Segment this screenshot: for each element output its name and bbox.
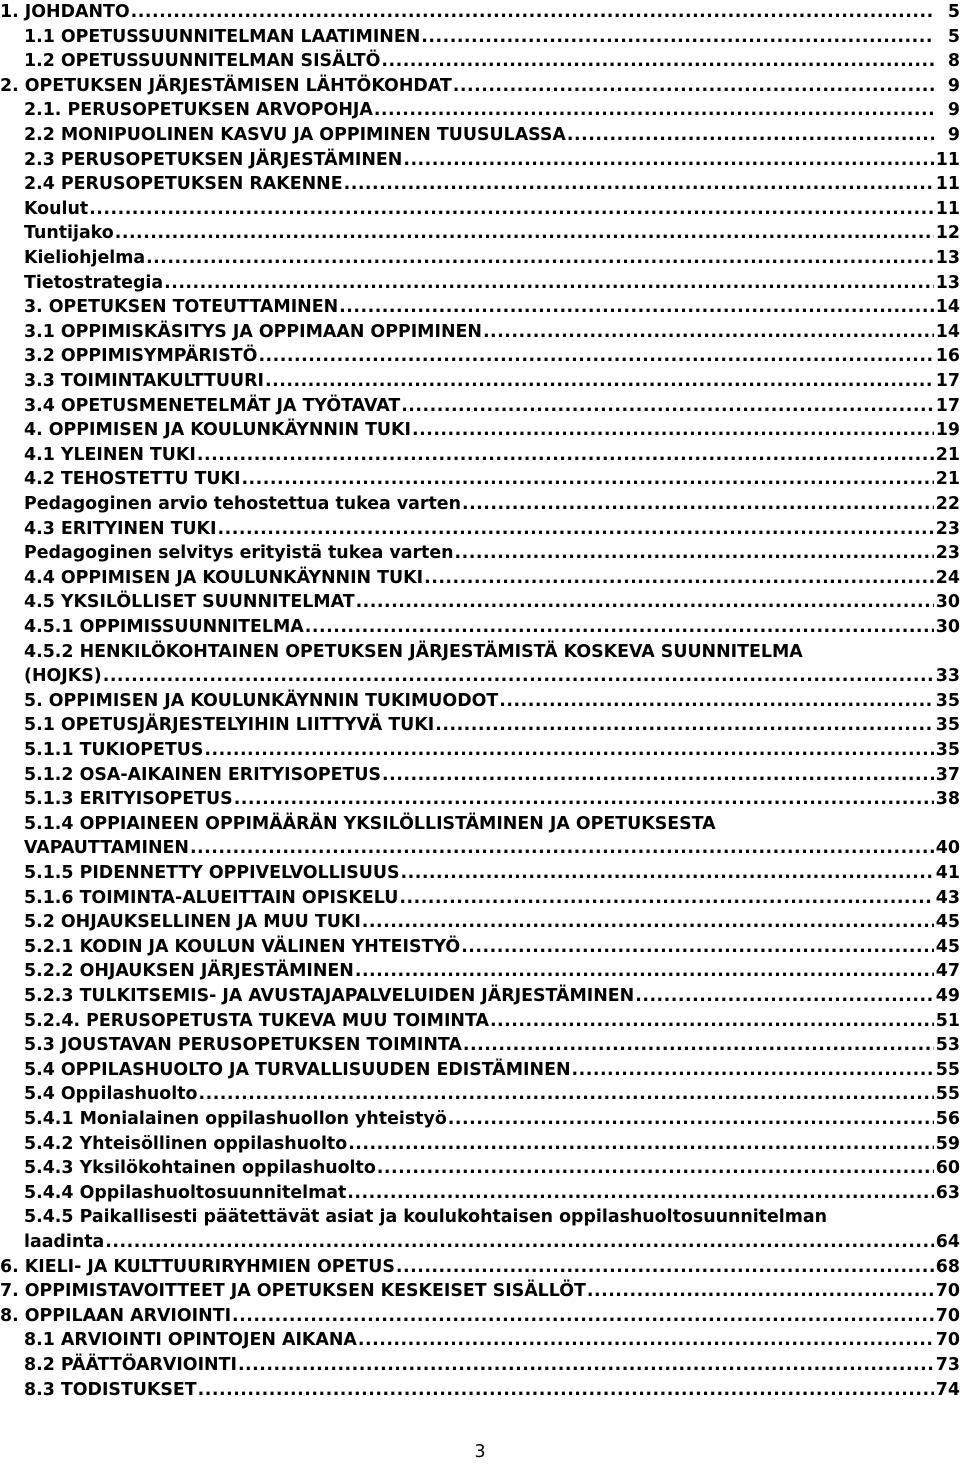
toc-entry-page: 49 — [935, 986, 960, 1006]
toc-entry-page: 73 — [935, 1355, 960, 1375]
toc-entry-page: 11 — [935, 198, 960, 219]
toc-entry[interactable] — [0, 172, 960, 197]
dot-leader — [358, 1328, 934, 1353]
toc-entry-title: 5.4.1 Monialainen oppilashuollon yhteistyö — [24, 1109, 447, 1129]
toc-entry-page: 59 — [935, 1133, 960, 1154]
toc-entry-page: 70 — [935, 1281, 960, 1302]
toc-entry-title: 5.2 OHJAUKSELLINEN JA MUU TUKI — [24, 912, 361, 933]
toc-entry-page: 64 — [935, 1231, 960, 1252]
toc-entry-page: 45 — [935, 936, 960, 957]
toc-entry[interactable] — [0, 1304, 960, 1329]
toc-entry-page: 21 — [935, 469, 960, 490]
toc-entry-page: 41 — [935, 863, 960, 883]
toc-entry-page: 21 — [935, 444, 960, 465]
dot-leader — [238, 1353, 934, 1378]
dot-leader — [401, 394, 934, 419]
toc-entry-title: Pedagoginen selvitys erityistä tukea varten — [24, 543, 454, 564]
toc-entry[interactable] — [0, 344, 960, 369]
toc-entry[interactable] — [0, 1156, 960, 1181]
dot-leader — [396, 1255, 934, 1280]
toc-entry-title: 2.4 PERUSOPETUKSEN RAKENNE — [24, 174, 343, 195]
toc-entry[interactable] — [0, 394, 960, 419]
toc-entry-page: 16 — [935, 346, 960, 367]
dot-leader — [198, 1082, 933, 1107]
toc-entry[interactable] — [0, 910, 960, 935]
toc-entry-title: 1. JOHDANTO — [0, 2, 130, 22]
dot-leader — [204, 738, 933, 763]
toc-entry[interactable] — [0, 1255, 960, 1280]
toc-entry-title: 2.2 MONIPUOLINEN KASVU JA OPPIMINEN TUUSULASSA — [24, 125, 566, 145]
dot-leader — [348, 1132, 934, 1157]
dot-leader — [131, 0, 934, 25]
dot-leader — [339, 295, 934, 320]
dot-leader — [374, 98, 934, 123]
toc-entry-page: 14 — [935, 321, 960, 342]
toc-entry-page: 63 — [935, 1182, 960, 1203]
dot-leader — [483, 320, 934, 345]
toc-entry[interactable] — [0, 295, 960, 320]
toc-entry-page: 23 — [935, 543, 960, 564]
toc-entry-page: 45 — [935, 912, 960, 933]
toc-entry-title: 5.4.3 Yksilökohtainen oppilashuolto — [24, 1158, 376, 1179]
toc-entry-title: 4.3 ERITYINEN TUKI — [24, 518, 217, 539]
toc-entry-title: 3.2 OPPIMISYMPÄRISTÖ — [24, 346, 258, 367]
toc-entry[interactable] — [0, 812, 960, 861]
toc-entry-page: 9 — [947, 75, 960, 96]
dot-leader — [382, 763, 934, 788]
toc-entry-page: 55 — [935, 1084, 960, 1105]
toc-entry-page: 9 — [947, 125, 960, 145]
dot-leader — [635, 984, 934, 1009]
toc-entry[interactable] — [0, 1205, 960, 1254]
toc-entry-title: 5.4.5 Paikallisesti päätettävät asiat ja koulukohtaisen oppilashuoltosuunnitelman — [24, 1207, 827, 1228]
toc-entry-page: 35 — [935, 690, 960, 711]
toc-entry[interactable] — [0, 1107, 960, 1132]
toc-entry-title: 4.2 TEHOSTETTU TUKI — [24, 469, 241, 490]
dot-leader — [164, 271, 934, 296]
dot-leader — [241, 467, 933, 492]
toc-entry-page: 53 — [935, 1035, 960, 1056]
dot-leader — [218, 517, 934, 542]
toc-entry[interactable] — [0, 123, 960, 148]
toc-entry-title: 1.2 OPETUSSUUNNITELMAN SISÄLTÖ — [24, 51, 381, 72]
toc-entry[interactable] — [0, 640, 960, 689]
toc-entry[interactable] — [0, 1058, 960, 1083]
toc-entry[interactable] — [0, 148, 960, 173]
dot-leader — [401, 861, 934, 886]
toc-entry-page: 56 — [935, 1109, 960, 1129]
toc-entry-page: 9 — [947, 100, 960, 121]
dot-leader — [89, 197, 934, 222]
toc-entry-page: 12 — [935, 223, 960, 244]
toc-entry[interactable] — [0, 615, 960, 640]
toc-entry[interactable] — [0, 959, 960, 984]
toc-entry-title: 5.2.3 TULKITSEMIS- JA AVUSTAJAPALVELUIDEN JÄRJESTÄMINEN — [24, 986, 635, 1006]
toc-entry-title: 5.1.3 ERITYISOPETUS — [24, 789, 233, 810]
toc-entry[interactable] — [0, 1279, 960, 1304]
toc-entry-title: 5.4 OPPILASHUOLTO JA TURVALLISUUDEN EDISTÄMINEN — [24, 1059, 571, 1080]
dot-leader — [567, 123, 934, 148]
dot-leader — [105, 1230, 934, 1255]
toc-entry[interactable] — [0, 1033, 960, 1058]
dot-leader — [197, 443, 934, 468]
toc-entry-page: 68 — [935, 1256, 960, 1277]
toc-entry-title: 5.1.6 TOIMINTA-ALUEITTAIN OPISKELU — [24, 887, 399, 908]
toc-entry-title: 3.3 TOIMINTAKULTTUURI — [24, 371, 265, 391]
dot-leader — [403, 148, 933, 173]
toc-entry-title: 8.1 ARVIOINTI OPINTOJEN AIKANA — [24, 1330, 357, 1351]
toc-entry[interactable] — [0, 1378, 960, 1403]
toc-entry-title: 4.4 OPPIMISEN JA KOULUNKÄYNNIN TUKI — [24, 567, 424, 588]
toc-entry-title: 5.1.1 TUKIOPETUS — [24, 740, 204, 760]
toc-entry-title: 5.1 OPETUSJÄRJESTELYIHIN LIITTYVÄ TUKI — [24, 715, 435, 736]
toc-entry-title: 2.1. PERUSOPETUKSEN ARVOPOHJA — [24, 100, 373, 121]
toc-entry-title: 8. OPPILAAN ARVIOINTI — [0, 1305, 232, 1326]
toc-entry[interactable] — [0, 492, 960, 517]
dot-leader — [412, 418, 934, 443]
toc-entry-page: 47 — [935, 961, 960, 982]
toc-entry-title: Koulut — [24, 198, 89, 219]
toc-entry[interactable] — [0, 49, 960, 74]
dot-leader — [232, 1304, 934, 1329]
toc-entry-page: 8 — [947, 51, 960, 72]
dot-leader — [490, 1009, 934, 1034]
toc-entry-page: 74 — [935, 1379, 960, 1400]
toc-entry-title: Pedagoginen arvio tehostettua tukea varten — [24, 494, 461, 514]
toc-entry-page: 11 — [935, 174, 960, 195]
dot-leader — [587, 1279, 934, 1304]
toc-entry-title: 3.4 OPETUSMENETELMÄT JA TYÖTAVAT — [24, 395, 401, 416]
toc-entry-title: 3. OPETUKSEN TOTEUTTAMINEN — [24, 297, 339, 318]
toc-entry-title: 5.1.4 OPPIAINEEN OPPIMÄÄRÄN YKSILÖLLISTÄMINEN JA OPETUKSESTA — [24, 813, 716, 834]
toc-entry[interactable] — [0, 590, 960, 615]
dot-leader — [462, 492, 934, 517]
toc-entry[interactable] — [0, 1353, 960, 1378]
toc-entry[interactable] — [0, 787, 960, 812]
dot-leader — [115, 221, 934, 246]
toc-entry-page: 35 — [935, 740, 960, 760]
dot-leader — [190, 836, 934, 861]
toc-entry-page: 70 — [935, 1305, 960, 1326]
toc-entry-title: 4.1 YLEINEN TUKI — [24, 444, 196, 465]
toc-entry-title: 8.2 PÄÄTTÖARVIOINTI — [24, 1355, 237, 1375]
dot-leader — [499, 689, 934, 714]
toc-entry[interactable] — [0, 517, 960, 542]
dot-leader — [344, 172, 934, 197]
toc-entry[interactable] — [0, 320, 960, 345]
toc-entry-title: 5.1.5 PIDENNETTY OPPIVELVOLLISUUS — [24, 863, 400, 883]
dot-leader — [463, 1033, 934, 1058]
toc-entry-title: Tuntijako — [24, 223, 114, 244]
toc-entry-page: 23 — [935, 518, 960, 539]
dot-leader — [453, 74, 934, 99]
toc-entry[interactable] — [0, 197, 960, 222]
toc-entry[interactable] — [0, 935, 960, 960]
toc-entry[interactable] — [0, 98, 960, 123]
toc-entry-page: 13 — [935, 248, 960, 268]
toc-entry-title: 5.1.2 OSA-AIKAINEN ERITYISOPETUS — [24, 764, 382, 785]
toc-entry-title: Kieliohjelma — [24, 248, 146, 268]
toc-entry[interactable] — [0, 984, 960, 1009]
toc-entry[interactable] — [0, 1328, 960, 1353]
dot-leader — [362, 910, 934, 935]
toc-entry-page: 24 — [935, 567, 960, 588]
toc-entry-page: 30 — [935, 617, 960, 637]
toc-entry-page: 60 — [935, 1158, 960, 1179]
toc-entry[interactable] — [0, 861, 960, 886]
toc-entry[interactable] — [0, 1181, 960, 1206]
dot-leader — [421, 25, 934, 50]
toc-entry-page: 55 — [935, 1059, 960, 1080]
toc-entry[interactable] — [0, 369, 960, 394]
dot-leader — [103, 664, 934, 689]
dot-leader — [399, 886, 933, 911]
toc-entry-page: 37 — [935, 764, 960, 785]
toc-entry[interactable] — [0, 689, 960, 714]
toc-entry[interactable] — [0, 1082, 960, 1107]
toc-entry-page: 38 — [935, 789, 960, 810]
toc-entry-page: 30 — [935, 592, 960, 613]
toc-entry-page: 17 — [935, 371, 960, 391]
dot-leader — [258, 344, 933, 369]
toc-entry-page: 11 — [935, 149, 960, 170]
toc-entry-page: 43 — [935, 887, 960, 908]
dot-leader — [381, 49, 934, 74]
toc-entry[interactable] — [0, 738, 960, 763]
toc-entry-title: 5.2.1 KODIN JA KOULUN VÄLINEN YHTEISTYÖ — [24, 936, 461, 957]
toc-entry[interactable] — [0, 1009, 960, 1034]
dot-leader — [377, 1156, 934, 1181]
dot-leader — [356, 590, 934, 615]
dot-leader — [146, 246, 934, 271]
toc-entry[interactable] — [0, 271, 960, 296]
toc-entry-title-continuation: VAPAUTTAMINEN — [24, 838, 189, 859]
toc-entry[interactable] — [0, 886, 960, 911]
dot-leader — [198, 1378, 934, 1403]
dot-leader — [424, 566, 934, 591]
toc-entry[interactable] — [0, 418, 960, 443]
toc-entry-title: 4.5.1 OPPIMISSUUNNITELMA — [24, 617, 304, 637]
toc-entry-page: 5 — [947, 2, 960, 22]
toc-entry-title: 2. OPETUKSEN JÄRJESTÄMISEN LÄHTÖKOHDAT — [0, 75, 452, 96]
toc-entry[interactable] — [0, 566, 960, 591]
toc-entry-title: 3.1 OPPIMISKÄSITYS JA OPPIMAAN OPPIMINEN — [24, 321, 482, 342]
page-number: 3 — [474, 1442, 486, 1462]
toc-entry[interactable] — [0, 246, 960, 271]
toc-entry-page: 17 — [935, 395, 960, 416]
toc-entry[interactable] — [0, 713, 960, 738]
dot-leader — [572, 1058, 934, 1083]
toc-entry-page: 35 — [935, 715, 960, 736]
dot-leader — [448, 1107, 934, 1132]
toc-entry[interactable] — [0, 1132, 960, 1157]
dot-leader — [455, 541, 934, 566]
toc-entry-title: 5.4.2 Yhteisöllinen oppilashuolto — [24, 1133, 348, 1154]
toc-entry-page: 13 — [935, 272, 960, 293]
dot-leader — [305, 615, 934, 640]
toc-entry-title: 4.5 YKSILÖLLISET SUUNNITELMAT — [24, 592, 355, 613]
dot-leader — [265, 369, 934, 394]
dot-leader — [234, 787, 934, 812]
toc-entry-page: 70 — [935, 1330, 960, 1351]
toc-entry-title: 2.3 PERUSOPETUKSEN JÄRJESTÄMINEN — [24, 149, 403, 170]
toc-entry-title: 5.4 Oppilashuolto — [24, 1084, 198, 1105]
dot-leader — [347, 1181, 934, 1206]
toc-entry-title: Tietostrategia — [24, 272, 164, 293]
toc-entry-title-continuation: laadinta — [24, 1231, 105, 1252]
dot-leader — [461, 935, 934, 960]
toc-entry-title: 5.4.4 Oppilashuoltosuunnitelmat — [24, 1182, 347, 1203]
toc-entry-title: 1.1 OPETUSSUUNNITELMAN LAATIMINEN — [24, 26, 421, 47]
dot-leader — [435, 713, 934, 738]
toc-entry-title: 4. OPPIMISEN JA KOULUNKÄYNNIN TUKI — [24, 420, 411, 441]
toc-entry[interactable] — [0, 25, 960, 50]
toc-entry-title: 6. KIELI- JA KULTTUURIRYHMIEN OPETUS — [0, 1256, 395, 1277]
toc-entry-title: 5. OPPIMISEN JA KOULUNKÄYNNIN TUKIMUODOT — [24, 690, 499, 711]
toc-entry-page: 14 — [935, 297, 960, 318]
toc-entry[interactable] — [0, 443, 960, 468]
toc-entry-title: 5.3 JOUSTAVAN PERUSOPETUKSEN TOIMINTA — [24, 1035, 462, 1056]
toc-entry-page: 33 — [935, 666, 960, 687]
toc-entry-title: 5.2.4. PERUSOPETUSTA TUKEVA MUU TOIMINTA — [24, 1010, 489, 1031]
toc-entry[interactable] — [0, 74, 960, 99]
toc-entry-title: 5.2.2 OHJAUKSEN JÄRJESTÄMINEN — [24, 961, 354, 982]
toc-entry[interactable] — [0, 221, 960, 246]
dot-leader — [355, 959, 934, 984]
toc-entry-page: 5 — [947, 26, 960, 47]
toc-entry[interactable] — [0, 541, 960, 566]
toc-entry[interactable] — [0, 467, 960, 492]
toc-entry-title: 7. OPPIMISTAVOITTEET JA OPETUKSEN KESKEISET SISÄLLÖT — [0, 1281, 586, 1302]
toc-entry-page: 51 — [935, 1010, 960, 1031]
toc-entry[interactable] — [0, 763, 960, 788]
toc-entry-title: 8.3 TODISTUKSET — [24, 1379, 197, 1400]
toc-entry-page: 22 — [935, 494, 960, 514]
toc-entry-title-continuation: (HOJKS) — [24, 666, 102, 687]
toc-entry[interactable] — [0, 0, 960, 25]
toc-entry-page: 40 — [935, 838, 960, 859]
toc-entry-title: 4.5.2 HENKILÖKOHTAINEN OPETUKSEN JÄRJESTÄMISTÄ KOSKEVA SUUNNITELMA — [24, 641, 803, 662]
toc-entry-page: 19 — [935, 420, 960, 441]
